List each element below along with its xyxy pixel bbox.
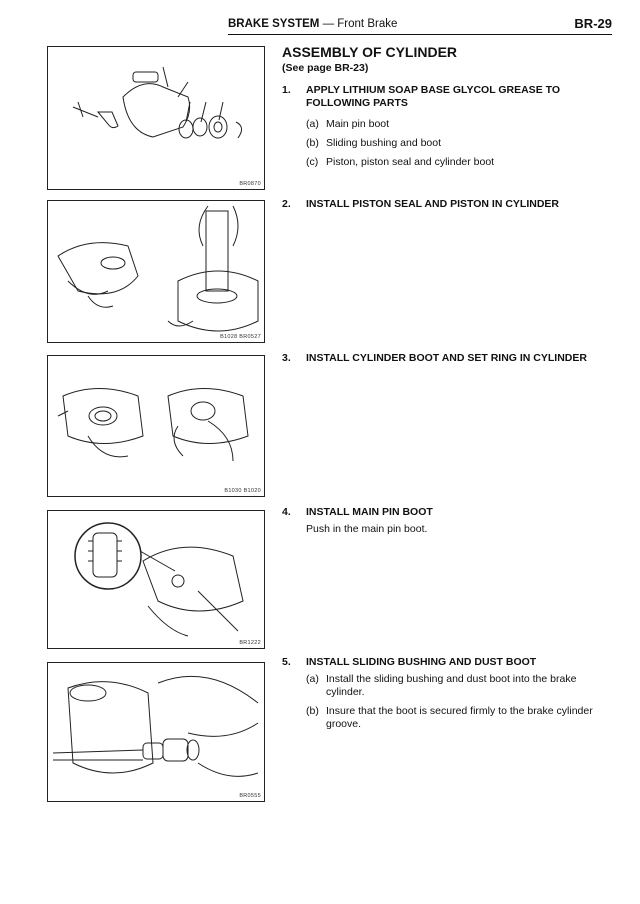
item-text: Main pin boot [326, 118, 390, 130]
step-2 [282, 198, 612, 211]
step-item [306, 118, 612, 131]
item-text: Piston, piston seal and cylinder boot [326, 156, 495, 168]
step-body: Push in the main pin boot. [306, 523, 428, 535]
step-heading: APPLY LITHIUM SOAP BASE GLYCOL GREASE TO FOLLOWING PARTS [306, 84, 560, 109]
header-section [228, 18, 397, 30]
item-text: Insure that the boot is secured firmly to the brake cylinder groove. [326, 705, 593, 730]
step-3 [282, 352, 612, 365]
section-heading [282, 44, 612, 74]
step-item [306, 673, 612, 699]
page-title: ASSEMBLY OF CYLINDER [282, 44, 458, 60]
figure-piston-seal [47, 200, 265, 343]
step-item [306, 156, 612, 169]
item-text: Install the sliding bushing and dust boot into the brake cylinder. [326, 673, 577, 698]
item-label: (a) [306, 118, 319, 130]
figure-cylinder-boot [47, 355, 265, 497]
figure-parts-grease [47, 46, 265, 190]
header-dash: — [322, 18, 335, 30]
caliper-parts-illustration [48, 47, 264, 189]
boot-install-illustration [48, 356, 264, 496]
figure-code: BR1222 [239, 640, 261, 646]
step-1 [282, 84, 612, 169]
step-heading: INSTALL MAIN PIN BOOT [306, 506, 433, 518]
step-number: 1. [282, 84, 291, 96]
step-number: 4. [282, 506, 291, 518]
step-item [306, 137, 612, 150]
bushing-install-illustration [48, 663, 264, 801]
figure-code: B1028 BR0527 [220, 334, 261, 340]
figure-main-pin-boot [47, 510, 265, 649]
step-heading: INSTALL SLIDING BUSHING AND DUST BOOT [306, 656, 537, 668]
step-number: 2. [282, 198, 291, 210]
pin-boot-illustration [48, 511, 264, 648]
figure-code: BR0555 [239, 793, 261, 799]
page-number: BR-29 [574, 16, 612, 31]
item-text: Sliding bushing and boot [326, 137, 442, 149]
step-4 [282, 506, 612, 537]
step-5 [282, 656, 612, 731]
item-label: (a) [306, 673, 319, 685]
header-subsection: Front Brake [337, 18, 398, 30]
section-name: BRAKE SYSTEM [228, 18, 320, 30]
figure-code: BR0870 [239, 181, 261, 187]
step-number: 5. [282, 656, 291, 668]
piston-install-illustration [48, 201, 264, 342]
figure-sliding-bushing [47, 662, 265, 802]
figure-code: B1030 B1020 [224, 488, 261, 494]
page-reference: (See page BR-23) [282, 62, 369, 74]
step-number: 3. [282, 352, 291, 364]
item-label: (b) [306, 705, 319, 717]
step-heading: INSTALL PISTON SEAL AND PISTON IN CYLINDER [306, 198, 559, 210]
item-label: (b) [306, 137, 319, 149]
page-header [228, 16, 612, 35]
item-label: (c) [306, 156, 319, 168]
step-heading: INSTALL CYLINDER BOOT AND SET RING IN CYLINDER [306, 352, 587, 364]
step-item [306, 705, 612, 731]
